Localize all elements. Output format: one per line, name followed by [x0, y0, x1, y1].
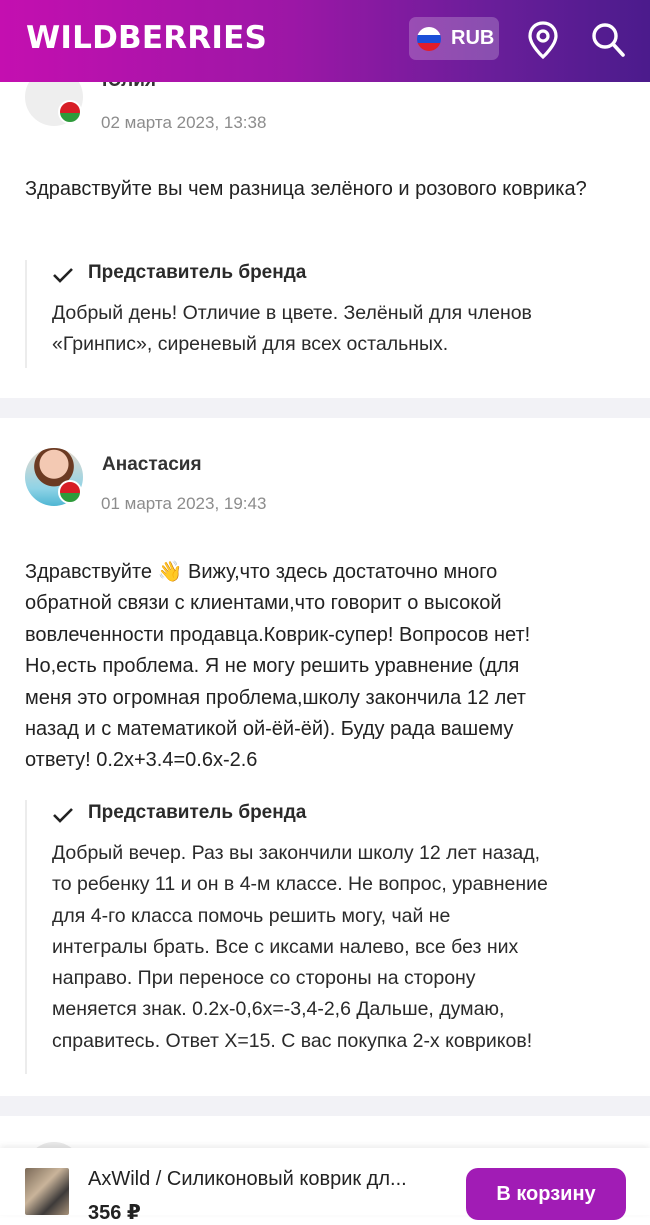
separator — [0, 398, 650, 418]
app-header — [0, 0, 650, 82]
brand-representative-label: Представитель бренда — [88, 262, 307, 283]
text-line: Добрый вечер. Раз вы закончили школу 12 лет назад, — [52, 842, 541, 864]
text-line: интегралы брать. Все с иксами налево, все без них — [52, 935, 519, 958]
question-card — [0, 418, 650, 1096]
text-line: Здравствуйте 👋 Вижу,что здесь достаточно много — [25, 561, 498, 583]
question-card — [0, 82, 650, 398]
text-line: то ребенку 11 и он в 4-м классе. Не вопрос, уравнение — [52, 873, 548, 896]
text-line: справитесь. Ответ Х=15. С вас покупка 2-х ковриков! — [52, 1029, 533, 1052]
brand-answer — [25, 800, 627, 1074]
search-icon[interactable] — [590, 20, 626, 60]
author-name: Анастасия — [102, 454, 202, 475]
add-to-cart-button[interactable]: В корзину — [466, 1168, 626, 1220]
status-badge-icon — [58, 480, 82, 504]
question-text: Здравствуйте вы чем разница зелёного и розового коврика? — [25, 178, 587, 200]
logo[interactable]: WILDBERRIES — [26, 20, 267, 56]
text-line: для 4-го класса помочь решить могу, чай не — [52, 904, 451, 927]
russia-flag-icon — [417, 27, 441, 51]
location-pin-icon[interactable] — [525, 20, 561, 60]
check-icon — [52, 806, 74, 824]
status-badge-icon — [58, 100, 82, 124]
product-thumbnail[interactable] — [25, 1168, 69, 1215]
text-line: меняется знак. 0.2х-0,6х=-3,4-2,6 Дальше, думаю, — [52, 998, 505, 1021]
text-line: обратной связи с клиентами,что говорит о высокой — [25, 592, 502, 615]
currency-label: RUB — [451, 27, 495, 49]
text-line: ответу! 0.2x+3.4=0.6x-2.6 — [25, 749, 258, 772]
answer-text: Добрый день! Отличие в цвете. Зелёный для членов «Гринпис», сиреневый для всех остальных. — [52, 302, 532, 356]
separator — [0, 1096, 650, 1116]
question-date: 02 марта 2023, 13:38 — [101, 113, 267, 132]
text-line: Но,есть проблема. Я не могу решить уравнение (для — [25, 655, 520, 678]
brand-answer — [25, 260, 622, 368]
product-title[interactable]: AxWild / Силиконовый коврик дл... — [88, 1168, 407, 1190]
currency-selector[interactable] — [409, 17, 499, 60]
question-date: 01 марта 2023, 19:43 — [101, 494, 267, 513]
product-price: 356 ₽ — [88, 1202, 141, 1224]
check-icon — [52, 266, 74, 284]
brand-representative-label: Представитель бренда — [88, 802, 307, 823]
text-line: меня это огромная проблема,школу закончила 12 лет — [25, 686, 526, 709]
answer-text — [52, 838, 627, 1057]
text-line: направо. При переносе со стороны на сторону — [52, 967, 476, 990]
text-line: назад и с математикой ой-ёй-ёй). Буду рада вашему — [25, 718, 514, 741]
question-text — [25, 557, 625, 777]
text-line: вовлеченности продавца.Коврик-супер! Вопросов нет! — [25, 623, 531, 646]
product-bar — [0, 1148, 650, 1224]
